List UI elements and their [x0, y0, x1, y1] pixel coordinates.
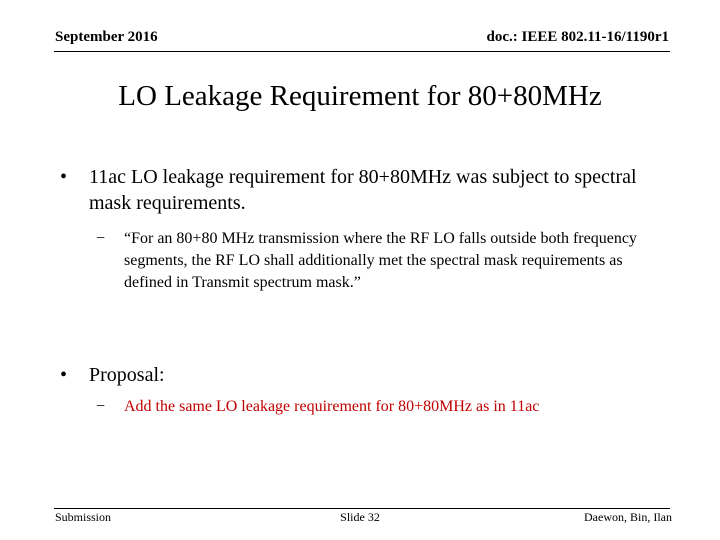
- sub-bullet-marker: −: [96, 230, 106, 247]
- bullet-item: [60, 362, 660, 388]
- footer-submission: Submission: [55, 510, 112, 524]
- slide-title: LO Leakage Requirement for 80+80MHz: [118, 80, 602, 112]
- footer-divider: [54, 508, 670, 509]
- sub-bullet-text: “For an 80+80 MHz transmission where the RF LO falls outside both frequency segments, the RF LO shall additionally met the spectral mask requirements as defined in Transmit spectrum mask.”: [124, 230, 637, 291]
- sub-bullet-marker: −: [96, 398, 106, 415]
- header-divider: [54, 51, 670, 52]
- bullet-item: [60, 164, 660, 216]
- bullet-marker: •: [60, 364, 68, 386]
- header-doc-id: doc.: IEEE 802.11-16/1190r1: [486, 29, 669, 45]
- sub-bullet-item: [96, 396, 676, 418]
- footer-slide-number: Slide 32: [340, 510, 380, 524]
- bullet-text: 11ac LO leakage requirement for 80+80MHz was subject to spectral mask requirements.: [89, 166, 637, 214]
- bullet-text: Proposal:: [89, 364, 165, 386]
- sub-bullet-item: [96, 228, 656, 294]
- sub-bullet-text: Add the same LO leakage requirement for 80+80MHz as in 11ac: [124, 398, 540, 415]
- bullet-marker: •: [60, 166, 68, 188]
- header-date: September 2016: [55, 29, 158, 45]
- footer-authors: Daewon, Bin, Ilan: [584, 510, 672, 524]
